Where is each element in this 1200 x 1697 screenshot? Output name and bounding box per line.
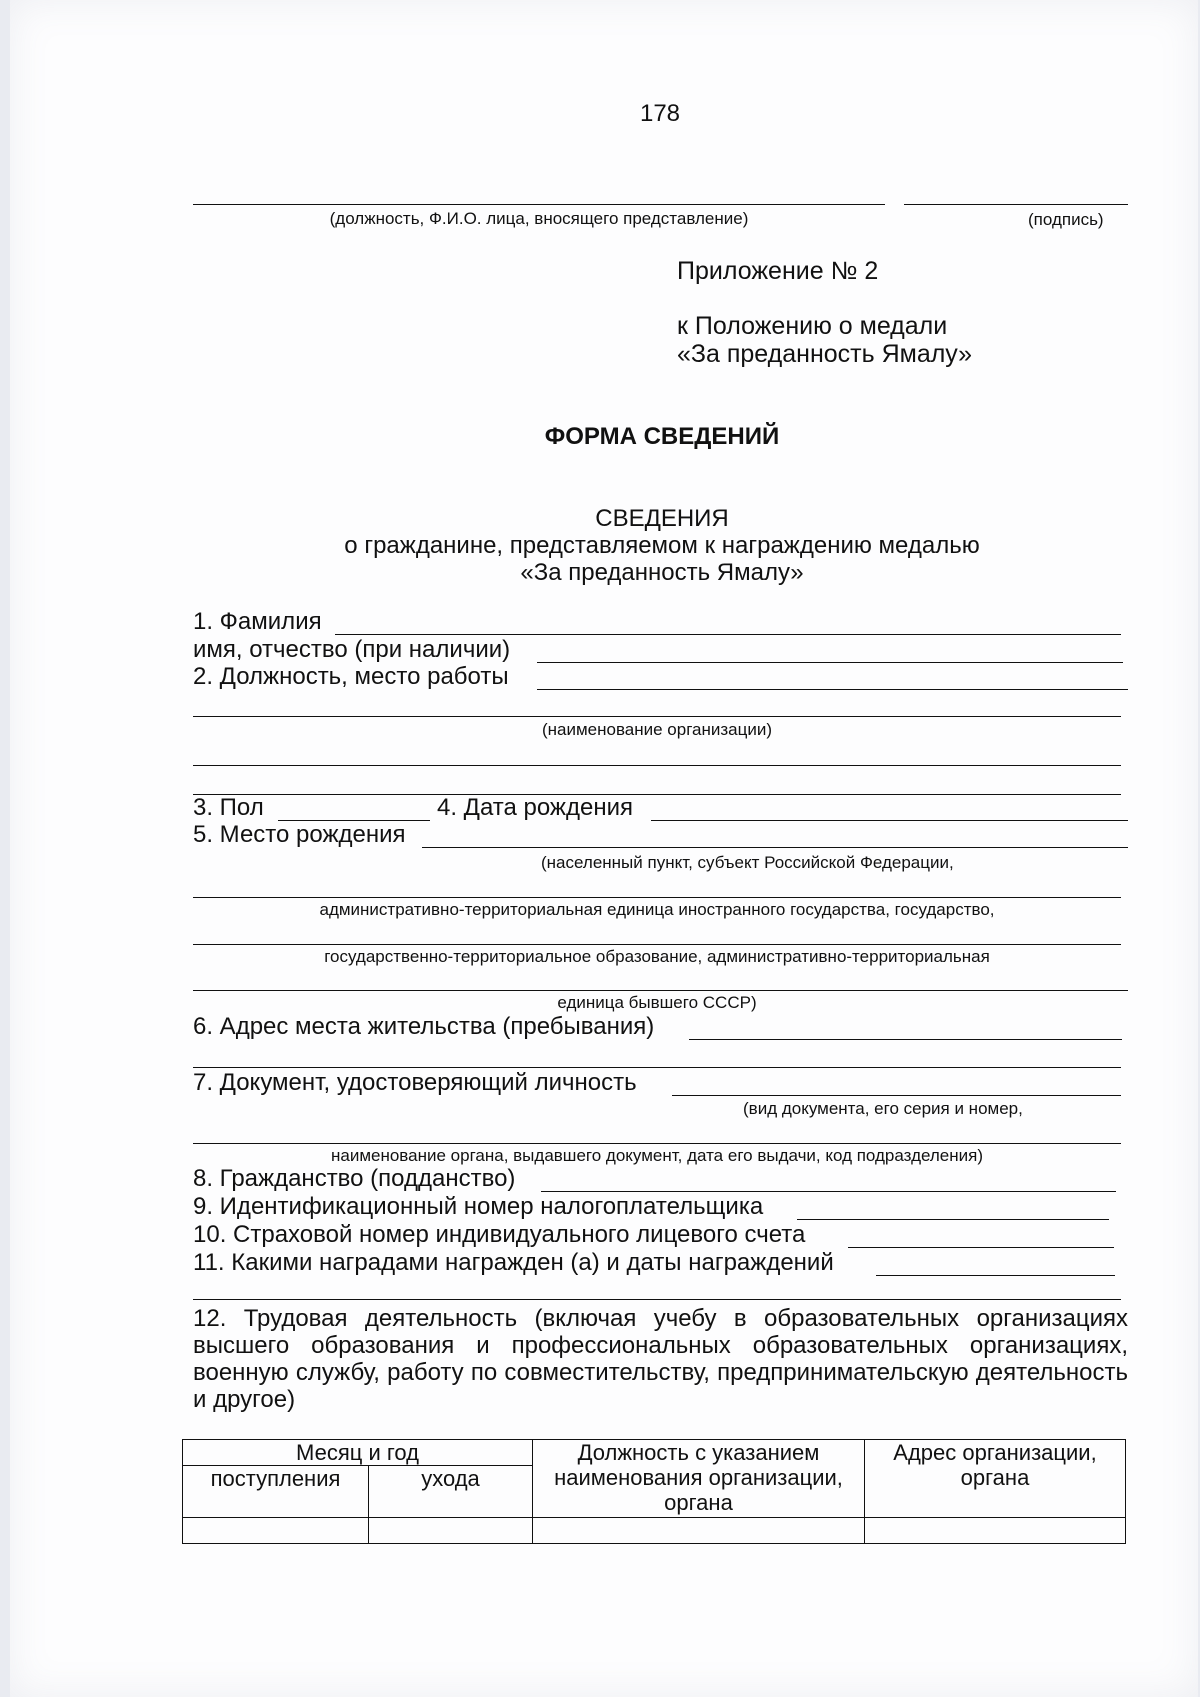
appendix-line1: к Положению о медали — [677, 312, 948, 340]
id-document-input-line[interactable] — [672, 1095, 1121, 1096]
form-title: ФОРМА СВЕДЕНИЙ — [544, 423, 780, 450]
awards-input-line-2[interactable] — [193, 1299, 1121, 1300]
heading-line3: «За преданность Ямалу» — [520, 559, 804, 586]
position-input-line-2[interactable] — [193, 716, 1121, 717]
inn-input-line[interactable] — [797, 1219, 1109, 1220]
month-year-header: Месяц и год — [183, 1440, 533, 1466]
position-line — [193, 204, 885, 205]
page-number: 178 — [639, 100, 681, 127]
birth-caption-4: единица бывшего СССР) — [557, 993, 757, 1012]
surname-input-line[interactable] — [335, 634, 1121, 635]
name-label: имя, отчество (при наличии) — [193, 636, 511, 663]
awards-label: 11. Какими наградами награжден (а) и даты награждений — [193, 1249, 834, 1276]
end-cell[interactable] — [369, 1518, 533, 1544]
address-input-line[interactable] — [689, 1039, 1122, 1040]
birth-place-input-line-4[interactable] — [193, 990, 1128, 991]
address-cell[interactable] — [865, 1518, 1126, 1544]
signature-line — [904, 204, 1128, 205]
birth-caption-3: государственно-территориальное образование, административно-территориальная — [324, 947, 990, 966]
awards-input-line[interactable] — [876, 1275, 1115, 1276]
address-column-header: Адрес организации, органа — [865, 1440, 1126, 1518]
work-history-text: 12. Трудовая деятельность (включая учебу в образовательных организациях высшего образования и профессиональных образовательных организациях, военную службу, работу по совместительству, предпринимательскую деятельность и другое) — [193, 1305, 1128, 1413]
org-input-line-1[interactable] — [193, 765, 1121, 766]
birth-caption-2: административно-территориальная единица иностранного государства, государство, — [319, 900, 995, 919]
birth-date-input-line[interactable] — [651, 820, 1128, 821]
citizenship-label: 8. Гражданство (подданство) — [193, 1165, 516, 1192]
birth-place-label: 5. Место рождения — [193, 821, 406, 848]
start-cell[interactable] — [183, 1518, 369, 1544]
surname-label: 1. Фамилия — [193, 608, 322, 635]
birth-date-label: 4. Дата рождения — [437, 794, 633, 821]
id-document-label: 7. Документ, удостоверяющий личность — [193, 1069, 637, 1096]
appendix-line2: «За преданность Ямалу» — [677, 340, 972, 368]
position-caption: (должность, Ф.И.О. лица, вносящего представление) — [329, 209, 749, 228]
heading-line2: о гражданине, представляемом к награждению медалью — [344, 532, 980, 559]
appendix-title: Приложение № 2 — [677, 257, 879, 285]
address-input-line-2[interactable] — [193, 1067, 1121, 1068]
id-caption-2: наименование органа, выдавшего документ, дата его выдачи, код подразделения) — [330, 1146, 984, 1165]
birth-place-input-line[interactable] — [422, 847, 1128, 848]
position-label: 2. Должность, место работы — [193, 663, 509, 690]
address-label: 6. Адрес места жительства (пребывания) — [193, 1013, 655, 1040]
heading-line1: СВЕДЕНИЯ — [595, 505, 729, 532]
id-document-input-line-2[interactable] — [193, 1143, 1121, 1144]
snils-input-line[interactable] — [848, 1247, 1114, 1248]
birth-place-input-line-2[interactable] — [193, 897, 1121, 898]
start-column-header: поступления — [183, 1466, 369, 1518]
citizenship-input-line[interactable] — [541, 1191, 1116, 1192]
snils-label: 10. Страховой номер индивидуального лицевого счета — [193, 1221, 806, 1248]
sex-label: 3. Пол — [193, 794, 264, 821]
id-caption-1: (вид документа, его серия и номер, — [743, 1099, 1023, 1118]
signature-caption: (подпись) — [1028, 210, 1104, 229]
birth-caption-1: (населенный пункт, субъект Российской Федерации, — [541, 853, 954, 872]
org-caption: (наименование организации) — [541, 720, 773, 739]
position-input-line[interactable] — [537, 689, 1128, 690]
inn-label: 9. Идентификационный номер налогоплательщика — [193, 1193, 764, 1220]
position-column-header: Должность с указанием наименования организации, органа — [533, 1440, 865, 1518]
work-history-table — [182, 1439, 1126, 1544]
position-cell[interactable] — [533, 1518, 865, 1544]
org-input-line-2[interactable] — [193, 794, 1121, 795]
end-column-header: ухода — [369, 1466, 533, 1518]
name-input-line[interactable] — [537, 662, 1123, 663]
birth-place-input-line-3[interactable] — [193, 944, 1121, 945]
